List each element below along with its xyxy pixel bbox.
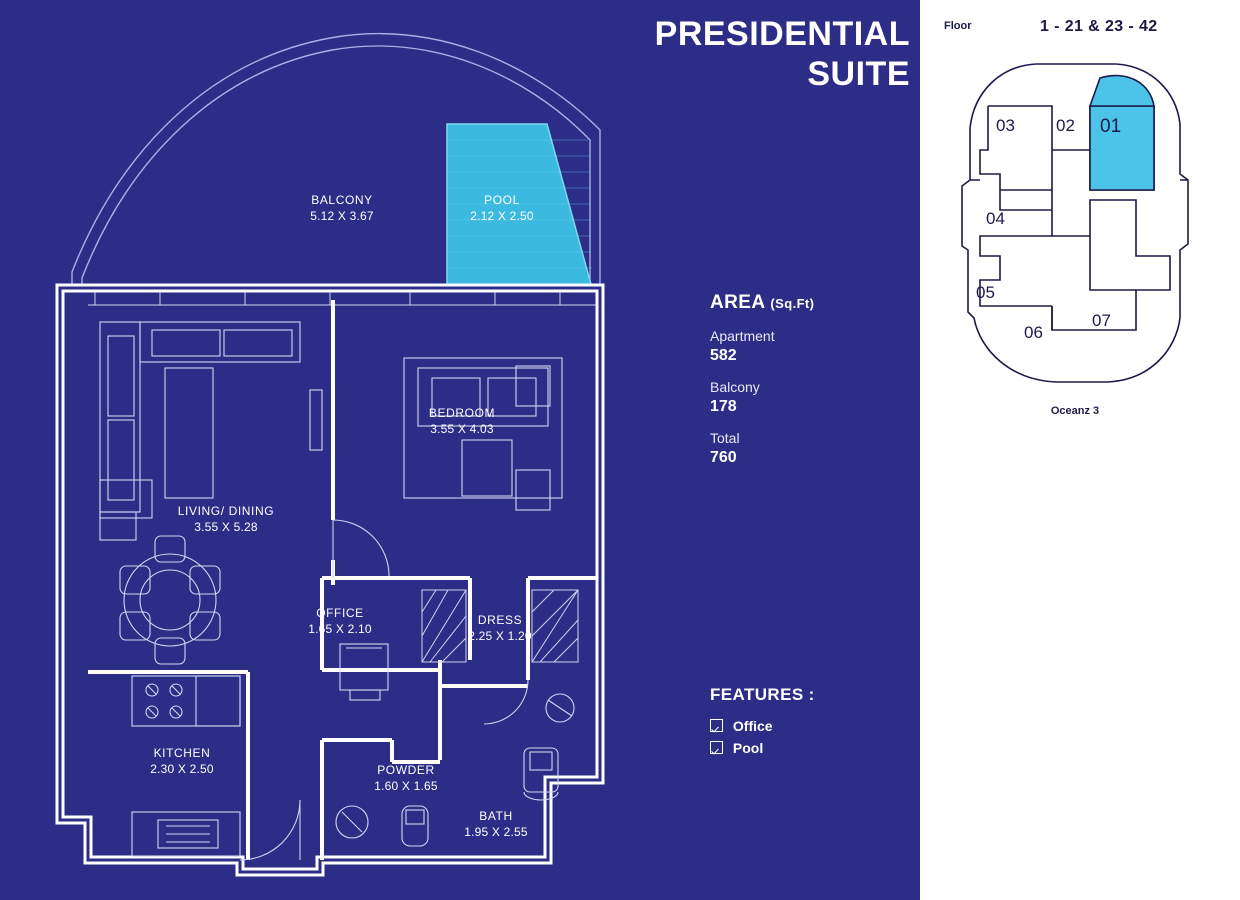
area-row-total [710, 430, 814, 467]
floor-label: Floor [944, 20, 972, 32]
feature-label-pool: Pool [732, 740, 764, 757]
room-dim-bedroom: 3.55 X 4.03 [430, 422, 494, 437]
area-value-balcony: 178 [710, 398, 737, 415]
room-label-pool [432, 192, 572, 224]
room-dim-bath: 1.95 X 2.55 [464, 825, 528, 840]
feature-item-pool [710, 737, 815, 759]
room-name-powder: POWDER [377, 763, 435, 777]
area-row-apartment [710, 328, 814, 365]
room-name-pool: POOL [484, 193, 520, 207]
room-name-balcony: BALCONY [311, 193, 373, 207]
area-block [710, 292, 814, 467]
floor-range: 1 - 21 & 23 - 42 [1040, 18, 1158, 35]
keyplan-caption: Oceanz 3 [1050, 405, 1100, 417]
room-label-powder [344, 762, 468, 794]
keyplan-unit-06: 06 [1024, 323, 1043, 342]
area-label-total: Total [710, 430, 740, 446]
area-value-total: 760 [710, 449, 737, 466]
area-label-apartment: Apartment [710, 328, 775, 344]
plan-title-line-1: PRESIDENTIAL [654, 15, 910, 53]
room-dim-powder: 1.60 X 1.65 [374, 779, 438, 794]
keyplan-unit-04: 04 [986, 209, 1005, 228]
features-heading: FEATURES : [710, 685, 815, 704]
room-name-living-dining: LIVING/ DINING [177, 504, 275, 518]
checkbox-checked-icon [710, 719, 723, 732]
room-name-dress: DRESS [477, 613, 523, 627]
keyplan-panel [930, 0, 1240, 900]
room-label-bedroom [388, 405, 536, 437]
room-name-kitchen: KITCHEN [153, 746, 211, 760]
keyplan-unit-02: 02 [1056, 116, 1075, 135]
room-label-office [280, 605, 400, 637]
room-dim-dress: 2.25 X 1.20 [468, 629, 532, 644]
feature-item-office [710, 715, 815, 737]
area-heading [710, 292, 814, 314]
room-label-living-dining [146, 503, 306, 535]
room-name-bath: BATH [479, 809, 513, 823]
plan-title-line-2: SUITE [807, 55, 910, 94]
room-label-bath [434, 808, 558, 840]
room-name-bedroom: BEDROOM [428, 406, 496, 420]
keyplan-unit-03: 03 [996, 116, 1015, 135]
room-label-kitchen [120, 745, 244, 777]
room-dim-pool: 2.12 X 2.50 [470, 209, 534, 224]
area-label-balcony: Balcony [710, 379, 760, 395]
room-dim-kitchen: 2.30 X 2.50 [150, 762, 214, 777]
checkbox-checked-icon [710, 741, 723, 754]
room-label-balcony [262, 192, 422, 224]
room-dim-living-dining: 3.55 X 5.28 [194, 520, 258, 535]
keyplan-unit-01: 01 [1100, 116, 1122, 137]
room-name-office: OFFICE [316, 606, 364, 620]
keyplan-unit-05: 05 [976, 283, 995, 302]
plan-title [490, 14, 910, 94]
area-value-apartment: 582 [710, 347, 737, 364]
features-block [710, 685, 815, 759]
area-row-balcony [710, 379, 814, 416]
room-dim-office: 1.65 X 2.10 [308, 622, 372, 637]
feature-label-office: Office [732, 718, 773, 734]
room-dim-balcony: 5.12 X 3.67 [310, 209, 374, 224]
keyplan-diagram [940, 50, 1220, 400]
area-heading-text: AREA [710, 292, 765, 313]
room-label-dress [444, 612, 556, 644]
keyplan-unit-07: 07 [1092, 311, 1111, 330]
area-unit: (Sq.Ft) [770, 296, 815, 311]
